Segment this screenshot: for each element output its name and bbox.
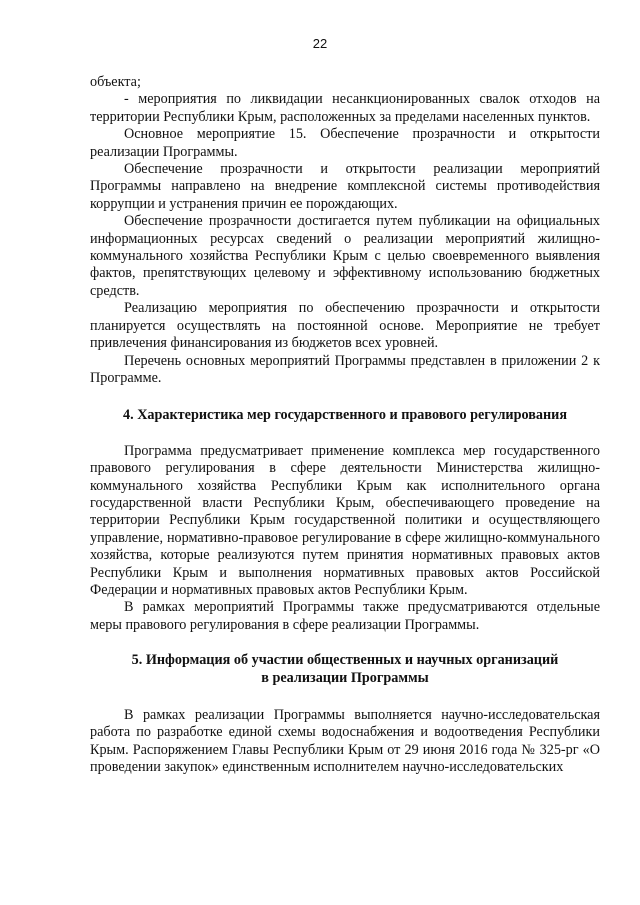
section-4-heading: 4. Характеристика мер государственного и правового регулирования	[123, 407, 567, 424]
section-4-paragraph: Программа предусматривает применение комплекса мер государственного правового регулирования в сфере деятельности Министерства жилищно-коммунального хозяйства Республики Крым как исполнительного органа государственной власти Республики Крым, обеспечивающего проведение на территории Республики Крым государственной политики и осуществляющего управление, нормативно-правовое регулирование в сфере жилищно-коммунального хозяйства, которые реализуются путем принятия нормативных правовых актов Республики Крым и выполнения нормативных правовых актов Российской Федерации и нормативных правовых актов Республики Крым.	[90, 442, 600, 598]
paragraph: Обеспечение прозрачности и открытости реализации мероприятий Программы направлено на внедрение комплексной системы противодействия коррупции и устранения причин ее порождающих.	[90, 161, 600, 212]
section-5-heading	[90, 652, 600, 687]
page-number: 22	[312, 36, 328, 51]
paragraph: объекта;	[90, 74, 141, 90]
paragraph: Перечень основных мероприятий Программы представлен в приложении 2 к Программе.	[90, 352, 600, 386]
section-5-paragraph: В рамках реализации Программы выполняется научно-исследовательская работа по разработке единой схемы водоснабжения и водоотведения Республики Крым. Распоряжением Главы Республики Крым от 29 июня 2016 года № 325-рг «О проведении закупок» единственным исполнителем научно-исследовательских	[90, 707, 600, 776]
paragraph: Реализацию мероприятия по обеспечению прозрачности и открытости планируется осуществлять на постоянной основе. Мероприятие не требует привлечения финансирования из бюджетов всех уровней.	[90, 300, 600, 352]
section-5-heading-line-1: 5. Информация об участии общественных и научных организаций	[131, 652, 559, 669]
section-5-heading-line-2: в реализации Программы	[261, 669, 429, 686]
paragraph: Основное мероприятие 15. Обеспечение прозрачности и открытости реализации Программы.	[90, 126, 600, 160]
section-4-paragraph: В рамках мероприятий Программы также предусматриваются отдельные меры правового регулирования в сфере реализации Программы.	[90, 599, 600, 633]
document-body	[90, 74, 600, 777]
paragraph: Обеспечение прозрачности достигается путем публикации на официальных информационных ресурсах сведений о реализации мероприятий жилищно-коммунального хозяйства Республики Крым с целью своевременного выявления фактов, препятствующих целевому и эффективному использованию бюджетных средств.	[90, 213, 600, 299]
list-item-paragraph: - мероприятия по ликвидации несанкционированных свалок отходов на территории Республики Крым, расположенных за пределами населенных пунктов.	[90, 91, 600, 125]
